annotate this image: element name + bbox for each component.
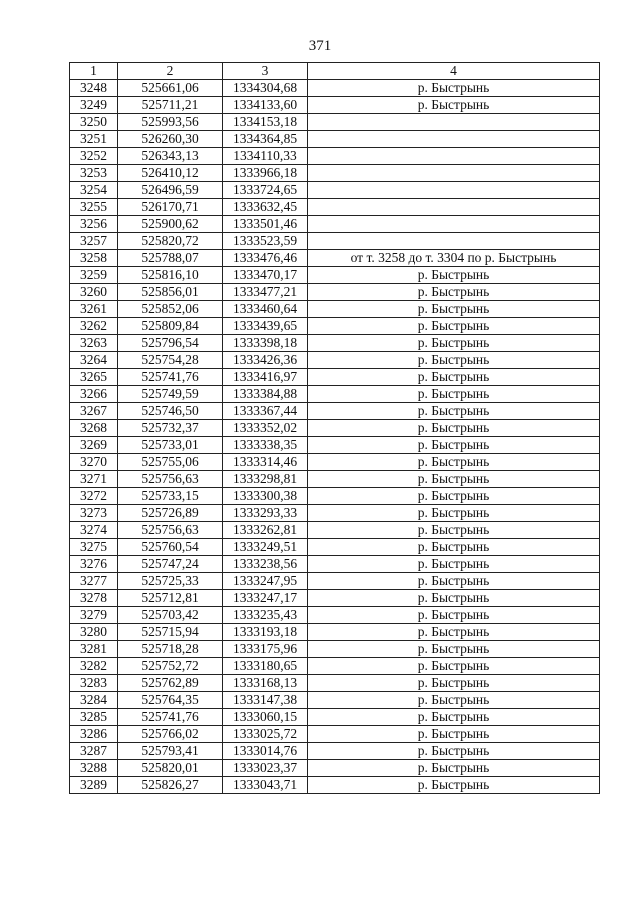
table-row [70,505,600,522]
point-number-cell: 3282 [70,658,118,675]
table-row [70,386,600,403]
x-coordinate-cell: 525856,01 [118,284,223,301]
table-row [70,182,600,199]
point-number-cell: 3287 [70,743,118,760]
point-number-cell: 3269 [70,437,118,454]
table-row [70,692,600,709]
y-coordinate-cell: 1333460,64 [223,301,308,318]
description-cell [308,216,600,233]
description-cell: р. Быстрынь [308,624,600,641]
table-row [70,80,600,97]
y-coordinate-cell: 1333014,76 [223,743,308,760]
x-coordinate-cell: 525711,21 [118,97,223,114]
header-cell-1: 1 [70,63,118,80]
x-coordinate-cell: 525820,01 [118,760,223,777]
header-cell-3: 3 [223,63,308,80]
x-coordinate-cell: 525752,72 [118,658,223,675]
table-row [70,641,600,658]
table-row [70,454,600,471]
description-cell: р. Быстрынь [308,743,600,760]
x-coordinate-cell: 525809,84 [118,318,223,335]
x-coordinate-cell: 525726,89 [118,505,223,522]
x-coordinate-cell: 525715,94 [118,624,223,641]
y-coordinate-cell: 1333724,65 [223,182,308,199]
table-row [70,301,600,318]
y-coordinate-cell: 1333352,02 [223,420,308,437]
description-cell: р. Быстрынь [308,607,600,624]
x-coordinate-cell: 525733,15 [118,488,223,505]
table-row [70,352,600,369]
y-coordinate-cell: 1333147,38 [223,692,308,709]
x-coordinate-cell: 525793,41 [118,743,223,760]
x-coordinate-cell: 526170,71 [118,199,223,216]
x-coordinate-cell: 525703,42 [118,607,223,624]
x-coordinate-cell: 525754,28 [118,352,223,369]
description-cell [308,165,600,182]
table-row [70,233,600,250]
description-cell [308,199,600,216]
table-row [70,420,600,437]
x-coordinate-cell: 525760,54 [118,539,223,556]
x-coordinate-cell: 526260,30 [118,131,223,148]
x-coordinate-cell: 525993,56 [118,114,223,131]
description-cell: р. Быстрынь [308,726,600,743]
description-cell: р. Быстрынь [308,658,600,675]
point-number-cell: 3266 [70,386,118,403]
y-coordinate-cell: 1333501,46 [223,216,308,233]
y-coordinate-cell: 1333314,46 [223,454,308,471]
y-coordinate-cell: 1334364,85 [223,131,308,148]
point-number-cell: 3263 [70,335,118,352]
table-row [70,556,600,573]
description-cell [308,148,600,165]
description-cell: р. Быстрынь [308,97,600,114]
x-coordinate-cell: 525788,07 [118,250,223,267]
x-coordinate-cell: 525755,06 [118,454,223,471]
point-number-cell: 3276 [70,556,118,573]
point-number-cell: 3258 [70,250,118,267]
y-coordinate-cell: 1333238,56 [223,556,308,573]
x-coordinate-cell: 526496,59 [118,182,223,199]
point-number-cell: 3275 [70,539,118,556]
point-number-cell: 3277 [70,573,118,590]
y-coordinate-cell: 1333416,97 [223,369,308,386]
point-number-cell: 3268 [70,420,118,437]
table-header-row [70,63,600,80]
x-coordinate-cell: 525816,10 [118,267,223,284]
y-coordinate-cell: 1333262,81 [223,522,308,539]
x-coordinate-cell: 525756,63 [118,522,223,539]
y-coordinate-cell: 1333043,71 [223,777,308,794]
table-row [70,267,600,284]
y-coordinate-cell: 1333338,35 [223,437,308,454]
description-cell: р. Быстрынь [308,573,600,590]
point-number-cell: 3261 [70,301,118,318]
y-coordinate-cell: 1333523,59 [223,233,308,250]
table-row [70,437,600,454]
description-cell: р. Быстрынь [308,369,600,386]
point-number-cell: 3254 [70,182,118,199]
y-coordinate-cell: 1333247,95 [223,573,308,590]
y-coordinate-cell: 1334110,33 [223,148,308,165]
y-coordinate-cell: 1333398,18 [223,335,308,352]
table-row [70,131,600,148]
point-number-cell: 3248 [70,80,118,97]
coordinates-table [69,62,600,794]
page-number: 371 [308,38,332,54]
x-coordinate-cell: 525820,72 [118,233,223,250]
y-coordinate-cell: 1333477,21 [223,284,308,301]
y-coordinate-cell: 1333384,88 [223,386,308,403]
x-coordinate-cell: 525746,50 [118,403,223,420]
x-coordinate-cell: 525756,63 [118,471,223,488]
y-coordinate-cell: 1333300,38 [223,488,308,505]
point-number-cell: 3265 [70,369,118,386]
table-row [70,658,600,675]
description-cell [308,233,600,250]
description-cell: р. Быстрынь [308,777,600,794]
table-row [70,250,600,267]
x-coordinate-cell: 525796,54 [118,335,223,352]
table-row [70,624,600,641]
point-number-cell: 3260 [70,284,118,301]
x-coordinate-cell: 525900,62 [118,216,223,233]
point-number-cell: 3279 [70,607,118,624]
y-coordinate-cell: 1333023,37 [223,760,308,777]
x-coordinate-cell: 525749,59 [118,386,223,403]
y-coordinate-cell: 1334304,68 [223,80,308,97]
description-cell: р. Быстрынь [308,403,600,420]
description-cell: р. Быстрынь [308,539,600,556]
description-cell: р. Быстрынь [308,437,600,454]
description-cell: р. Быстрынь [308,267,600,284]
description-cell: р. Быстрынь [308,675,600,692]
x-coordinate-cell: 525712,81 [118,590,223,607]
header-cell-4: 4 [308,63,600,80]
table-row [70,471,600,488]
y-coordinate-cell: 1334153,18 [223,114,308,131]
table-row [70,318,600,335]
y-coordinate-cell: 1333439,65 [223,318,308,335]
description-cell: р. Быстрынь [308,80,600,97]
y-coordinate-cell: 1333175,96 [223,641,308,658]
x-coordinate-cell: 525732,37 [118,420,223,437]
description-cell: р. Быстрынь [308,522,600,539]
y-coordinate-cell: 1333247,17 [223,590,308,607]
point-number-cell: 3256 [70,216,118,233]
x-coordinate-cell: 525725,33 [118,573,223,590]
table-row [70,148,600,165]
y-coordinate-cell: 1333193,18 [223,624,308,641]
description-cell: р. Быстрынь [308,760,600,777]
x-coordinate-cell: 525747,24 [118,556,223,573]
y-coordinate-cell: 1333293,33 [223,505,308,522]
x-coordinate-cell: 525741,76 [118,709,223,726]
description-cell: р. Быстрынь [308,352,600,369]
point-number-cell: 3262 [70,318,118,335]
point-number-cell: 3272 [70,488,118,505]
point-number-cell: 3280 [70,624,118,641]
description-cell [308,131,600,148]
point-number-cell: 3255 [70,199,118,216]
table-row [70,726,600,743]
y-coordinate-cell: 1333180,65 [223,658,308,675]
description-cell: р. Быстрынь [308,488,600,505]
description-cell: р. Быстрынь [308,420,600,437]
table-row [70,777,600,794]
table-row [70,590,600,607]
description-cell: р. Быстрынь [308,471,600,488]
point-number-cell: 3281 [70,641,118,658]
description-cell: р. Быстрынь [308,284,600,301]
x-coordinate-cell: 525741,76 [118,369,223,386]
point-number-cell: 3285 [70,709,118,726]
x-coordinate-cell: 525852,06 [118,301,223,318]
x-coordinate-cell: 525733,01 [118,437,223,454]
point-number-cell: 3274 [70,522,118,539]
x-coordinate-cell: 526410,12 [118,165,223,182]
table-row [70,522,600,539]
header-cell-2: 2 [118,63,223,80]
y-coordinate-cell: 1333168,13 [223,675,308,692]
point-number-cell: 3257 [70,233,118,250]
table-row [70,573,600,590]
table-row [70,760,600,777]
point-number-cell: 3286 [70,726,118,743]
description-cell: р. Быстрынь [308,318,600,335]
point-number-cell: 3289 [70,777,118,794]
x-coordinate-cell: 525826,27 [118,777,223,794]
table-row [70,743,600,760]
table-row [70,165,600,182]
table-row [70,335,600,352]
table-row [70,488,600,505]
x-coordinate-cell: 525718,28 [118,641,223,658]
point-number-cell: 3252 [70,148,118,165]
y-coordinate-cell: 1333476,46 [223,250,308,267]
description-cell: р. Быстрынь [308,692,600,709]
point-number-cell: 3288 [70,760,118,777]
description-cell [308,182,600,199]
point-number-cell: 3271 [70,471,118,488]
y-coordinate-cell: 1333966,18 [223,165,308,182]
x-coordinate-cell: 525764,35 [118,692,223,709]
point-number-cell: 3259 [70,267,118,284]
description-cell: от т. 3258 до т. 3304 по р. Быстрынь [308,250,600,267]
coordinates-table-body [70,63,600,794]
point-number-cell: 3249 [70,97,118,114]
table-row [70,675,600,692]
y-coordinate-cell: 1333060,15 [223,709,308,726]
description-cell [308,114,600,131]
description-cell: р. Быстрынь [308,556,600,573]
y-coordinate-cell: 1333367,44 [223,403,308,420]
description-cell: р. Быстрынь [308,709,600,726]
table-row [70,403,600,420]
description-cell: р. Быстрынь [308,335,600,352]
y-coordinate-cell: 1333426,36 [223,352,308,369]
description-cell: р. Быстрынь [308,505,600,522]
table-row [70,97,600,114]
table-row [70,607,600,624]
point-number-cell: 3250 [70,114,118,131]
description-cell: р. Быстрынь [308,386,600,403]
point-number-cell: 3253 [70,165,118,182]
x-coordinate-cell: 525762,89 [118,675,223,692]
table-row [70,114,600,131]
table-row [70,216,600,233]
description-cell: р. Быстрынь [308,301,600,318]
table-row [70,284,600,301]
point-number-cell: 3267 [70,403,118,420]
table-row [70,709,600,726]
y-coordinate-cell: 1334133,60 [223,97,308,114]
y-coordinate-cell: 1333470,17 [223,267,308,284]
point-number-cell: 3264 [70,352,118,369]
y-coordinate-cell: 1333632,45 [223,199,308,216]
table-row [70,199,600,216]
y-coordinate-cell: 1333235,43 [223,607,308,624]
point-number-cell: 3251 [70,131,118,148]
y-coordinate-cell: 1333298,81 [223,471,308,488]
table-row [70,539,600,556]
point-number-cell: 3283 [70,675,118,692]
y-coordinate-cell: 1333249,51 [223,539,308,556]
description-cell: р. Быстрынь [308,590,600,607]
point-number-cell: 3270 [70,454,118,471]
point-number-cell: 3284 [70,692,118,709]
y-coordinate-cell: 1333025,72 [223,726,308,743]
description-cell: р. Быстрынь [308,641,600,658]
x-coordinate-cell: 526343,13 [118,148,223,165]
x-coordinate-cell: 525766,02 [118,726,223,743]
x-coordinate-cell: 525661,06 [118,80,223,97]
description-cell: р. Быстрынь [308,454,600,471]
point-number-cell: 3278 [70,590,118,607]
point-number-cell: 3273 [70,505,118,522]
table-row [70,369,600,386]
